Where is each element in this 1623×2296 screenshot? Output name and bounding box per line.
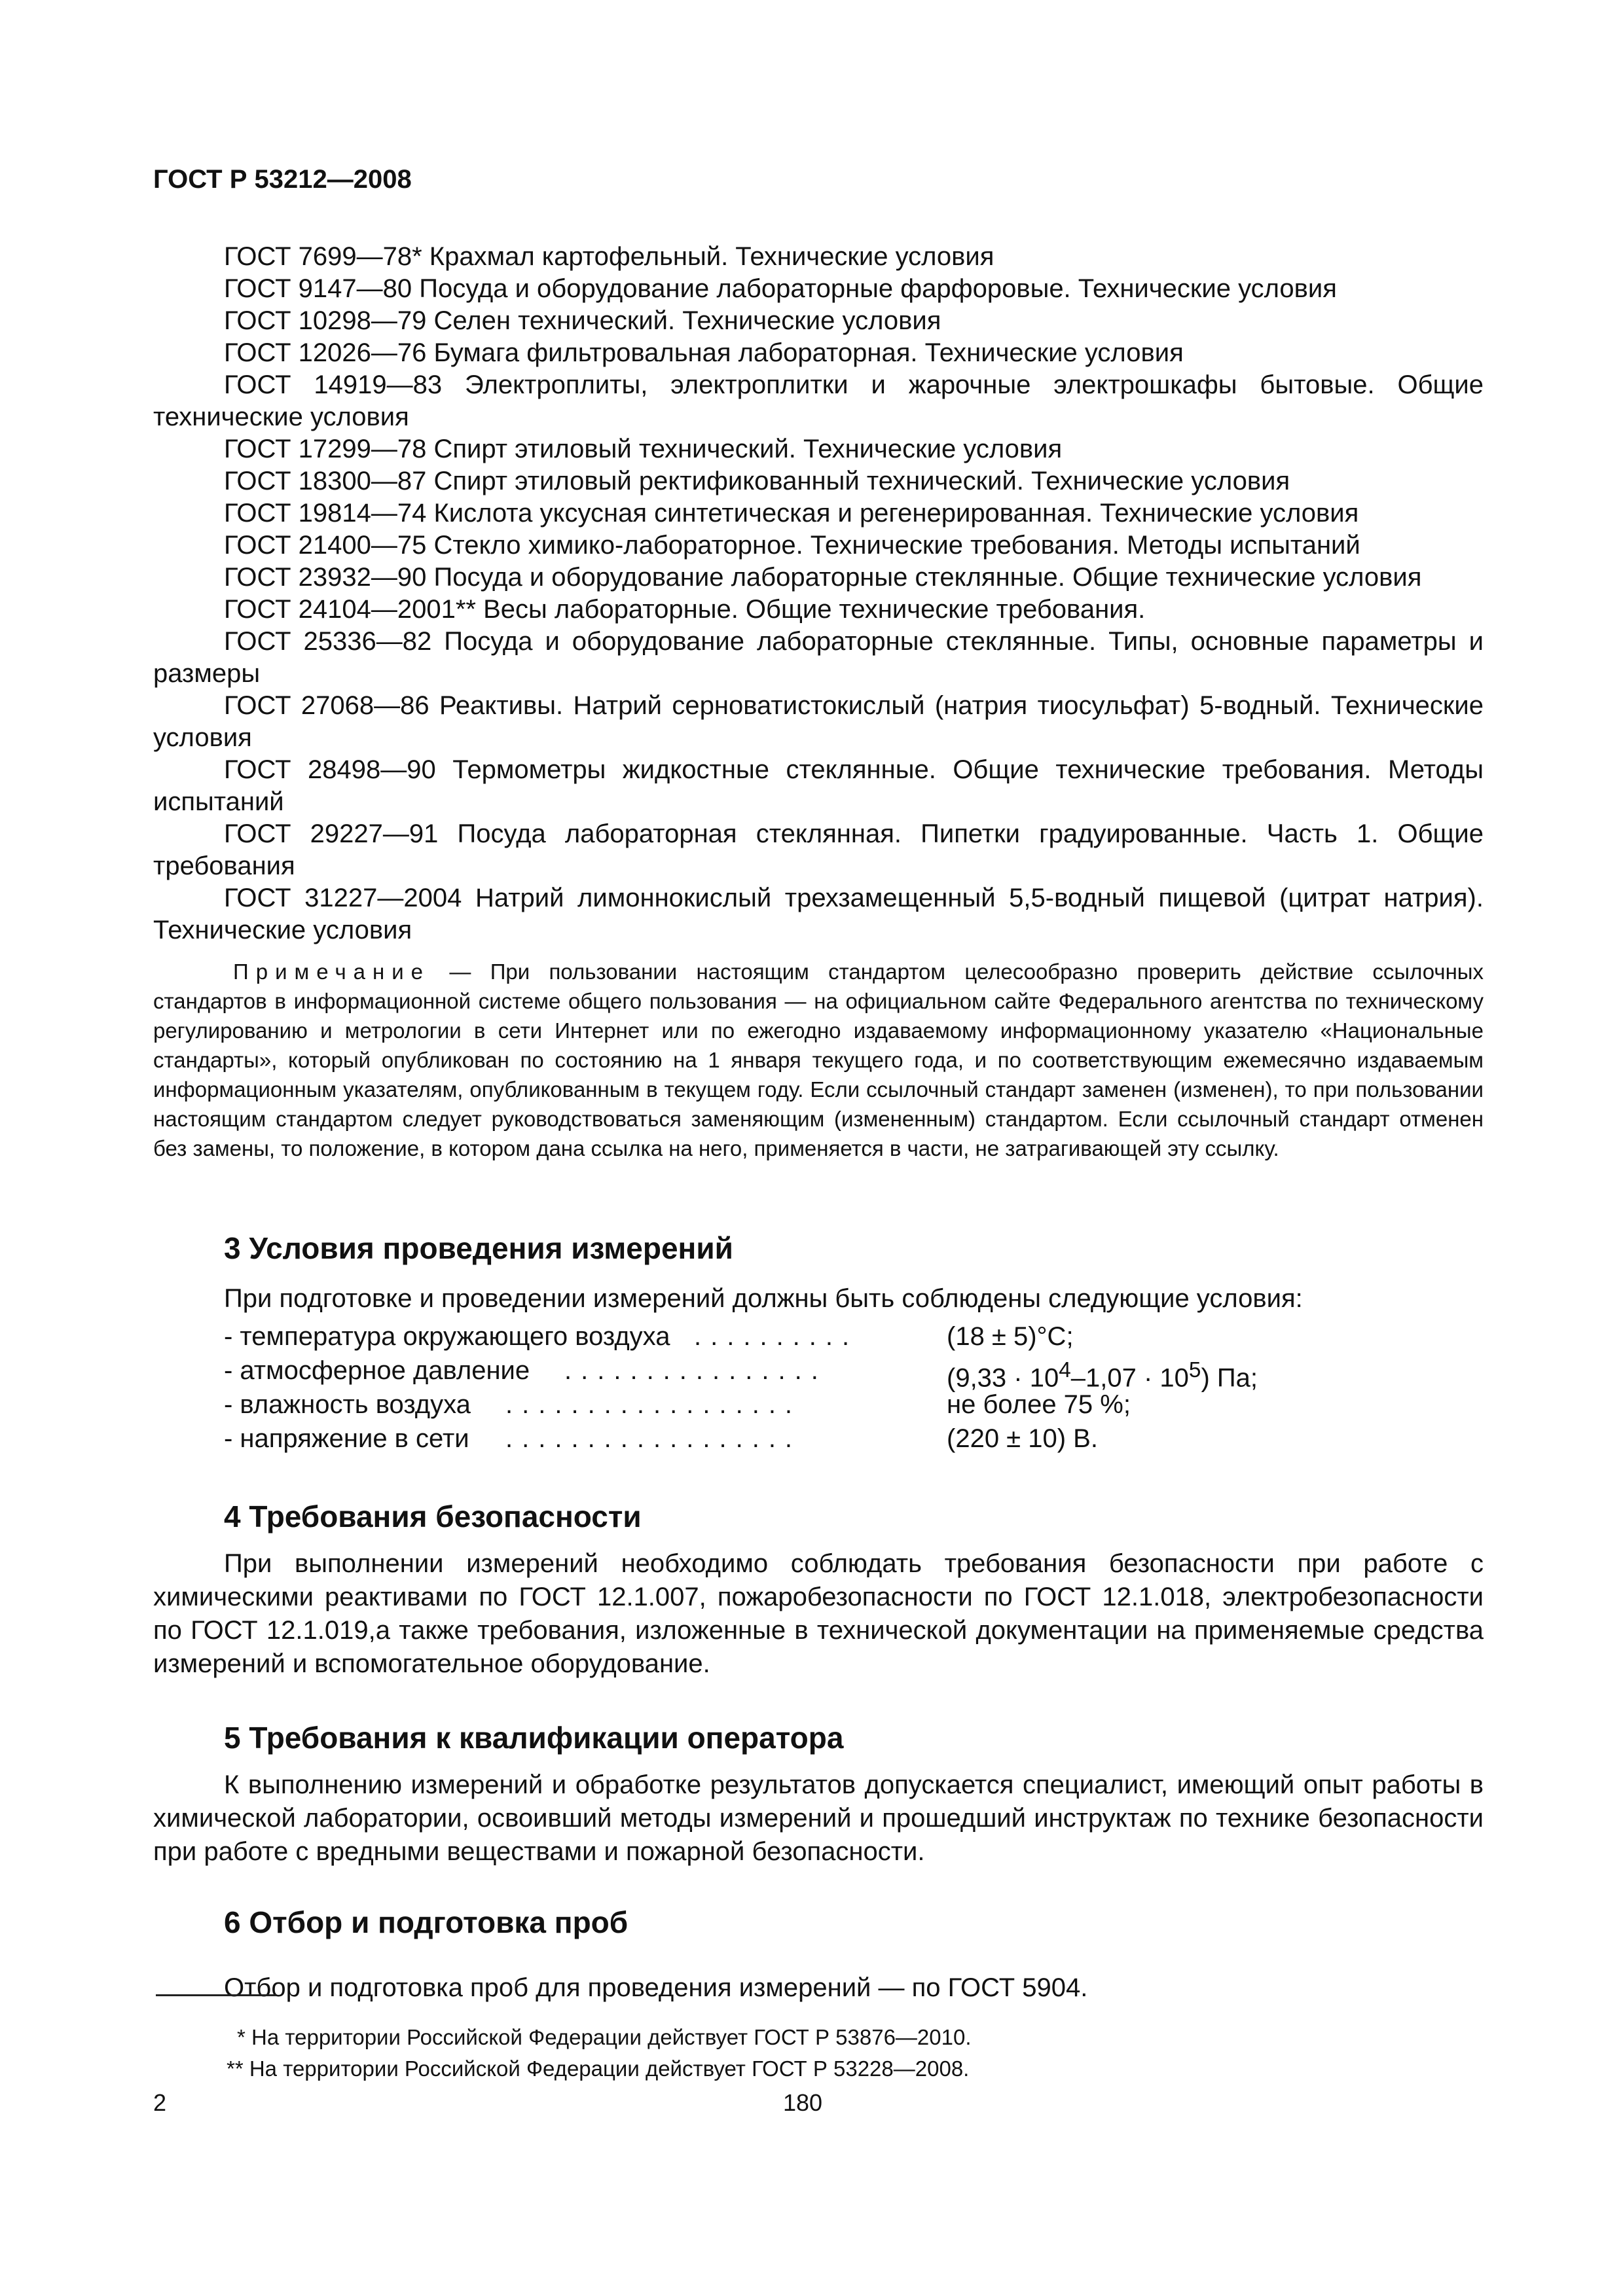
reference-item: ГОСТ 17299—78 Спирт этиловый технический. Технические условия [224, 435, 1063, 463]
condition-label: - атмосферное давление [224, 1356, 530, 1385]
reference-item: ГОСТ 14919—83 Электроплиты, электроплитки и жарочные электрошкафы бытовые. Общие технические условия [153, 370, 1484, 431]
condition-label: - температура окружающего воздуха [224, 1322, 670, 1351]
conditions-intro: При подготовке и проведении измерений должны быть соблюдены следующие условия: [224, 1284, 1303, 1313]
condition-value: (18 ± 5)°С; [947, 1322, 1074, 1351]
condition-label: - напряжение в сети [224, 1424, 469, 1453]
reference-item: ГОСТ 24104—2001** Весы лабораторные. Общие технические требования. [224, 595, 1146, 624]
footnote: * На территории Российской Федерации действует ГОСТ Р 53876—2010. [237, 2025, 972, 2049]
condition-value: не более 75 %; [947, 1390, 1131, 1419]
leader-dots: ................ [564, 1356, 828, 1385]
section-4-heading: 4 Требования безопасности [224, 1499, 642, 1534]
section-6-text: Отбор и подготовка проб для проведения измерений — по ГОСТ 5904. [224, 1973, 1088, 2002]
note-label: Примечание [233, 960, 431, 984]
sheet-number: 180 [783, 2089, 823, 2116]
condition-label: - влажность воздуха [224, 1390, 471, 1419]
footnote: ** На территории Российской Федерации действует ГОСТ Р 53228—2008. [227, 2056, 970, 2081]
reference-item: ГОСТ 7699—78* Крахмал картофельный. Технические условия [224, 242, 994, 271]
leader-dots: .................. [505, 1424, 802, 1453]
section-4-text: При выполнении измерений необходимо соблюдать требования безопасности при работе с химическими реактивами по ГОСТ 12.1.007, пожаробезопасности по ГОСТ 12.1.018, электробезопасности по ГОСТ 12.1.019,а также требования, изложенные в технической документации на применяемые средства измерений и вспомогательное оборудование. [153, 1549, 1484, 1678]
reference-item: ГОСТ 25336—82 Посуда и оборудование лабораторные стеклянные. Типы, основные параметры и размеры [153, 627, 1484, 688]
reference-item: ГОСТ 23932—90 Посуда и оборудование лабораторные стеклянные. Общие технические условия [224, 563, 1422, 592]
section-3-heading: 3 Условия проведения измерений [224, 1231, 733, 1265]
document-code: ГОСТ Р 53212—2008 [153, 165, 412, 194]
reference-item: ГОСТ 19814—74 Кислота уксусная синтетическая и регенерированная. Технические условия [224, 499, 1359, 528]
page-number: 2 [153, 2089, 167, 2116]
note-text: — При пользовании настоящим стандартом целесообразно проверить действие ссылочных стандартов в информационной системе общего пользования — на официальном сайте Федерального агентства по техническому регулированию и метрологии в сети Интернет или по ежегодно издаваемому информационному указателю «Национальные стандарты», который опубликован по состоянию на 1 января текущего года, и по соответствующим ежемесячно издаваемым информационным указателям, опубликованным в текущем году. Если ссылочный стандарт заменен (изменен), то при пользовании настоящим стандартом следует руководствоваться заменяющим (измененным) стандартом. Если ссылочный стандарт отменен без замены, то положение, в котором дана ссылка на него, применяется в части, не затрагивающей эту ссылку. [153, 960, 1484, 1160]
reference-item: ГОСТ 12026—76 Бумага фильтровальная лабораторная. Технические условия [224, 338, 1184, 367]
reference-item: ГОСТ 9147—80 Посуда и оборудование лабораторные фарфоровые. Технические условия [224, 274, 1337, 303]
condition-value: $(9,33 \cdot 10^4-1,07 \cdot 10^5)$ Па; [947, 1358, 1258, 1393]
reference-item: ГОСТ 21400—75 Стекло химико-лабораторное. Технические требования. Методы испытаний [224, 531, 1360, 560]
leader-dots: .......... [694, 1322, 859, 1351]
section-5-heading: 5 Требования к квалификации оператора [224, 1721, 844, 1755]
footnote-separator [156, 1994, 276, 1996]
reference-item: ГОСТ 10298—79 Селен технический. Технические условия [224, 306, 941, 335]
reference-item: ГОСТ 28498—90 Термометры жидкостные стеклянные. Общие технические требования. Методы испытаний [153, 755, 1484, 816]
reference-item: ГОСТ 27068—86 Реактивы. Натрий серноватистокислый (натрия тиосульфат) 5-водный. Технические условия [153, 691, 1484, 752]
condition-value: (220 ± 10) В. [947, 1424, 1098, 1453]
section-5-text: К выполнению измерений и обработке результатов допускается специалист, имеющий опыт работы в химической лаборатории, освоивший методы измерений и прошедший инструктаж по технике безопасности при работе с вредными веществами и пожарной безопасности. [153, 1770, 1484, 1866]
note-paragraph [153, 957, 1484, 1163]
reference-item: ГОСТ 31227—2004 Натрий лимоннокислый трехзамещенный 5,5-водный пищевой (цитрат натрия). Технические условия [153, 884, 1484, 944]
reference-item: ГОСТ 18300—87 Спирт этиловый ректификованный технический. Технические условия [224, 467, 1290, 495]
section-6-heading: 6 Отбор и подготовка проб [224, 1905, 629, 1939]
leader-dots: .................. [505, 1390, 802, 1419]
reference-item: ГОСТ 29227—91 Посуда лабораторная стеклянная. Пипетки градуированные. Часть 1. Общие требования [153, 819, 1484, 880]
reference-list [153, 241, 1484, 946]
